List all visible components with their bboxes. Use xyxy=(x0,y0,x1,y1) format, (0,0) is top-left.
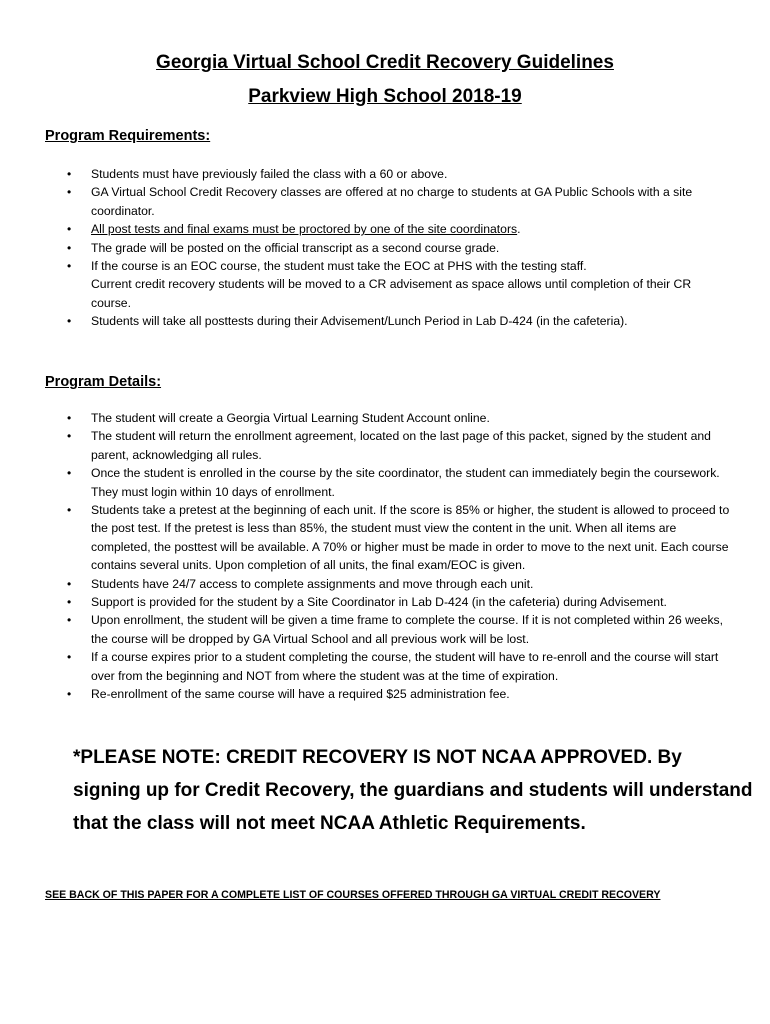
bullet-icon: • xyxy=(67,595,72,610)
bullet-icon: • xyxy=(67,466,72,481)
list-item: • All post tests and final exams must be proctored by one of the site coordinators. xyxy=(0,220,770,238)
list-item: • Students will take all posttests during their Advisement/Lunch Period in Lab D-424 (in the cafeteria). xyxy=(0,312,770,330)
list-item: • Students take a pretest at the beginning of each unit. If the score is 85% or higher, the student is allowed to proceed to the post test. If the pretest is less than 85%, the student must view the content in the unit. When all items are completed, the posttest will be available. A 70% or higher must be made in order to move to the next unit. Each course contains several units. Upon completion of all units, the final exam/EOC is given. xyxy=(67,503,730,573)
list-item: • The student will return the enrollment agreement, located on the last page of this packet, signed by the student and parent, acknowledging all rules. xyxy=(67,429,711,462)
program-requirements-list xyxy=(0,165,770,331)
bullet-icon: • xyxy=(67,503,72,518)
bullet-icon: • xyxy=(67,222,72,237)
document-title: Georgia Virtual School Credit Recovery Guidelines xyxy=(156,52,614,73)
footer-notice: SEE BACK OF THIS PAPER FOR A COMPLETE LIST OF COURSES OFFERED THROUGH GA VIRTUAL CREDIT RECOVERY xyxy=(45,889,661,901)
list-item: • The grade will be posted on the official transcript as a second course grade. xyxy=(0,239,770,257)
bullet-icon: • xyxy=(67,185,72,200)
bullet-icon: • xyxy=(67,167,72,181)
bullet-icon: • xyxy=(67,613,72,628)
proctor-requirement: All post tests and final exams must be proctored by one of the site coordinators xyxy=(91,222,518,237)
list-item: • Once the student is enrolled in the course by the site coordinator, the student can immediately begin the coursework. They must login within 10 days of enrollment. xyxy=(67,466,720,499)
list-item: • Students must have previously failed the class with a 60 or above. xyxy=(0,165,770,183)
bullet-icon: • xyxy=(67,576,72,591)
list-item: • Re-enrollment of the same course will have a required $25 administration fee. xyxy=(0,685,770,703)
bullet-icon: • xyxy=(67,259,72,274)
list-item: • If a course expires prior to a student completing the course, the student will have to re-enroll and the course will start over from the beginning and NOT from where the student was at the time of expiration. xyxy=(67,650,719,683)
list-item: • If the course is an EOC course, the student must take the EOC at PHS with the testing staff. Current credit recovery students will be moved to a CR advisement as space allows until completion of their CR course. xyxy=(67,259,692,310)
bullet-icon: • xyxy=(67,687,72,702)
document-subtitle: Parkview High School 2018-19 xyxy=(248,86,522,107)
program-requirements-heading: Program Requirements: xyxy=(45,128,211,144)
list-item: • The student will create a Georgia Virtual Learning Student Account online. xyxy=(0,409,770,427)
bullet-icon: • xyxy=(67,650,72,665)
bullet-icon: • xyxy=(67,429,72,444)
list-item: • GA Virtual School Credit Recovery classes are offered at no charge to students at GA Public Schools with a site coordinator. xyxy=(67,185,693,218)
list-item: • Upon enrollment, the student will be given a time frame to complete the course. If it is not completed within 26 weeks, the course will be dropped by GA Virtual School and all previous work will be lost. xyxy=(67,613,724,646)
list-item: • Support is provided for the student by a Site Coordinator in Lab D-424 (in the cafeteria) during Advisement. xyxy=(0,593,770,611)
program-details-list xyxy=(0,409,770,704)
bullet-icon: • xyxy=(67,314,72,329)
list-item: • Students have 24/7 access to complete assignments and move through each unit. xyxy=(0,575,770,593)
bullet-icon: • xyxy=(67,240,72,255)
program-details-heading: Program Details: xyxy=(45,374,162,390)
ncaa-note: *PLEASE NOTE: CREDIT RECOVERY IS NOT NCAA APPROVED. By signing up for Credit Recovery, the guardians and students will understand that the class will not meet NCAA Athletic Requirements. xyxy=(73,747,753,834)
bullet-icon: • xyxy=(67,411,72,425)
